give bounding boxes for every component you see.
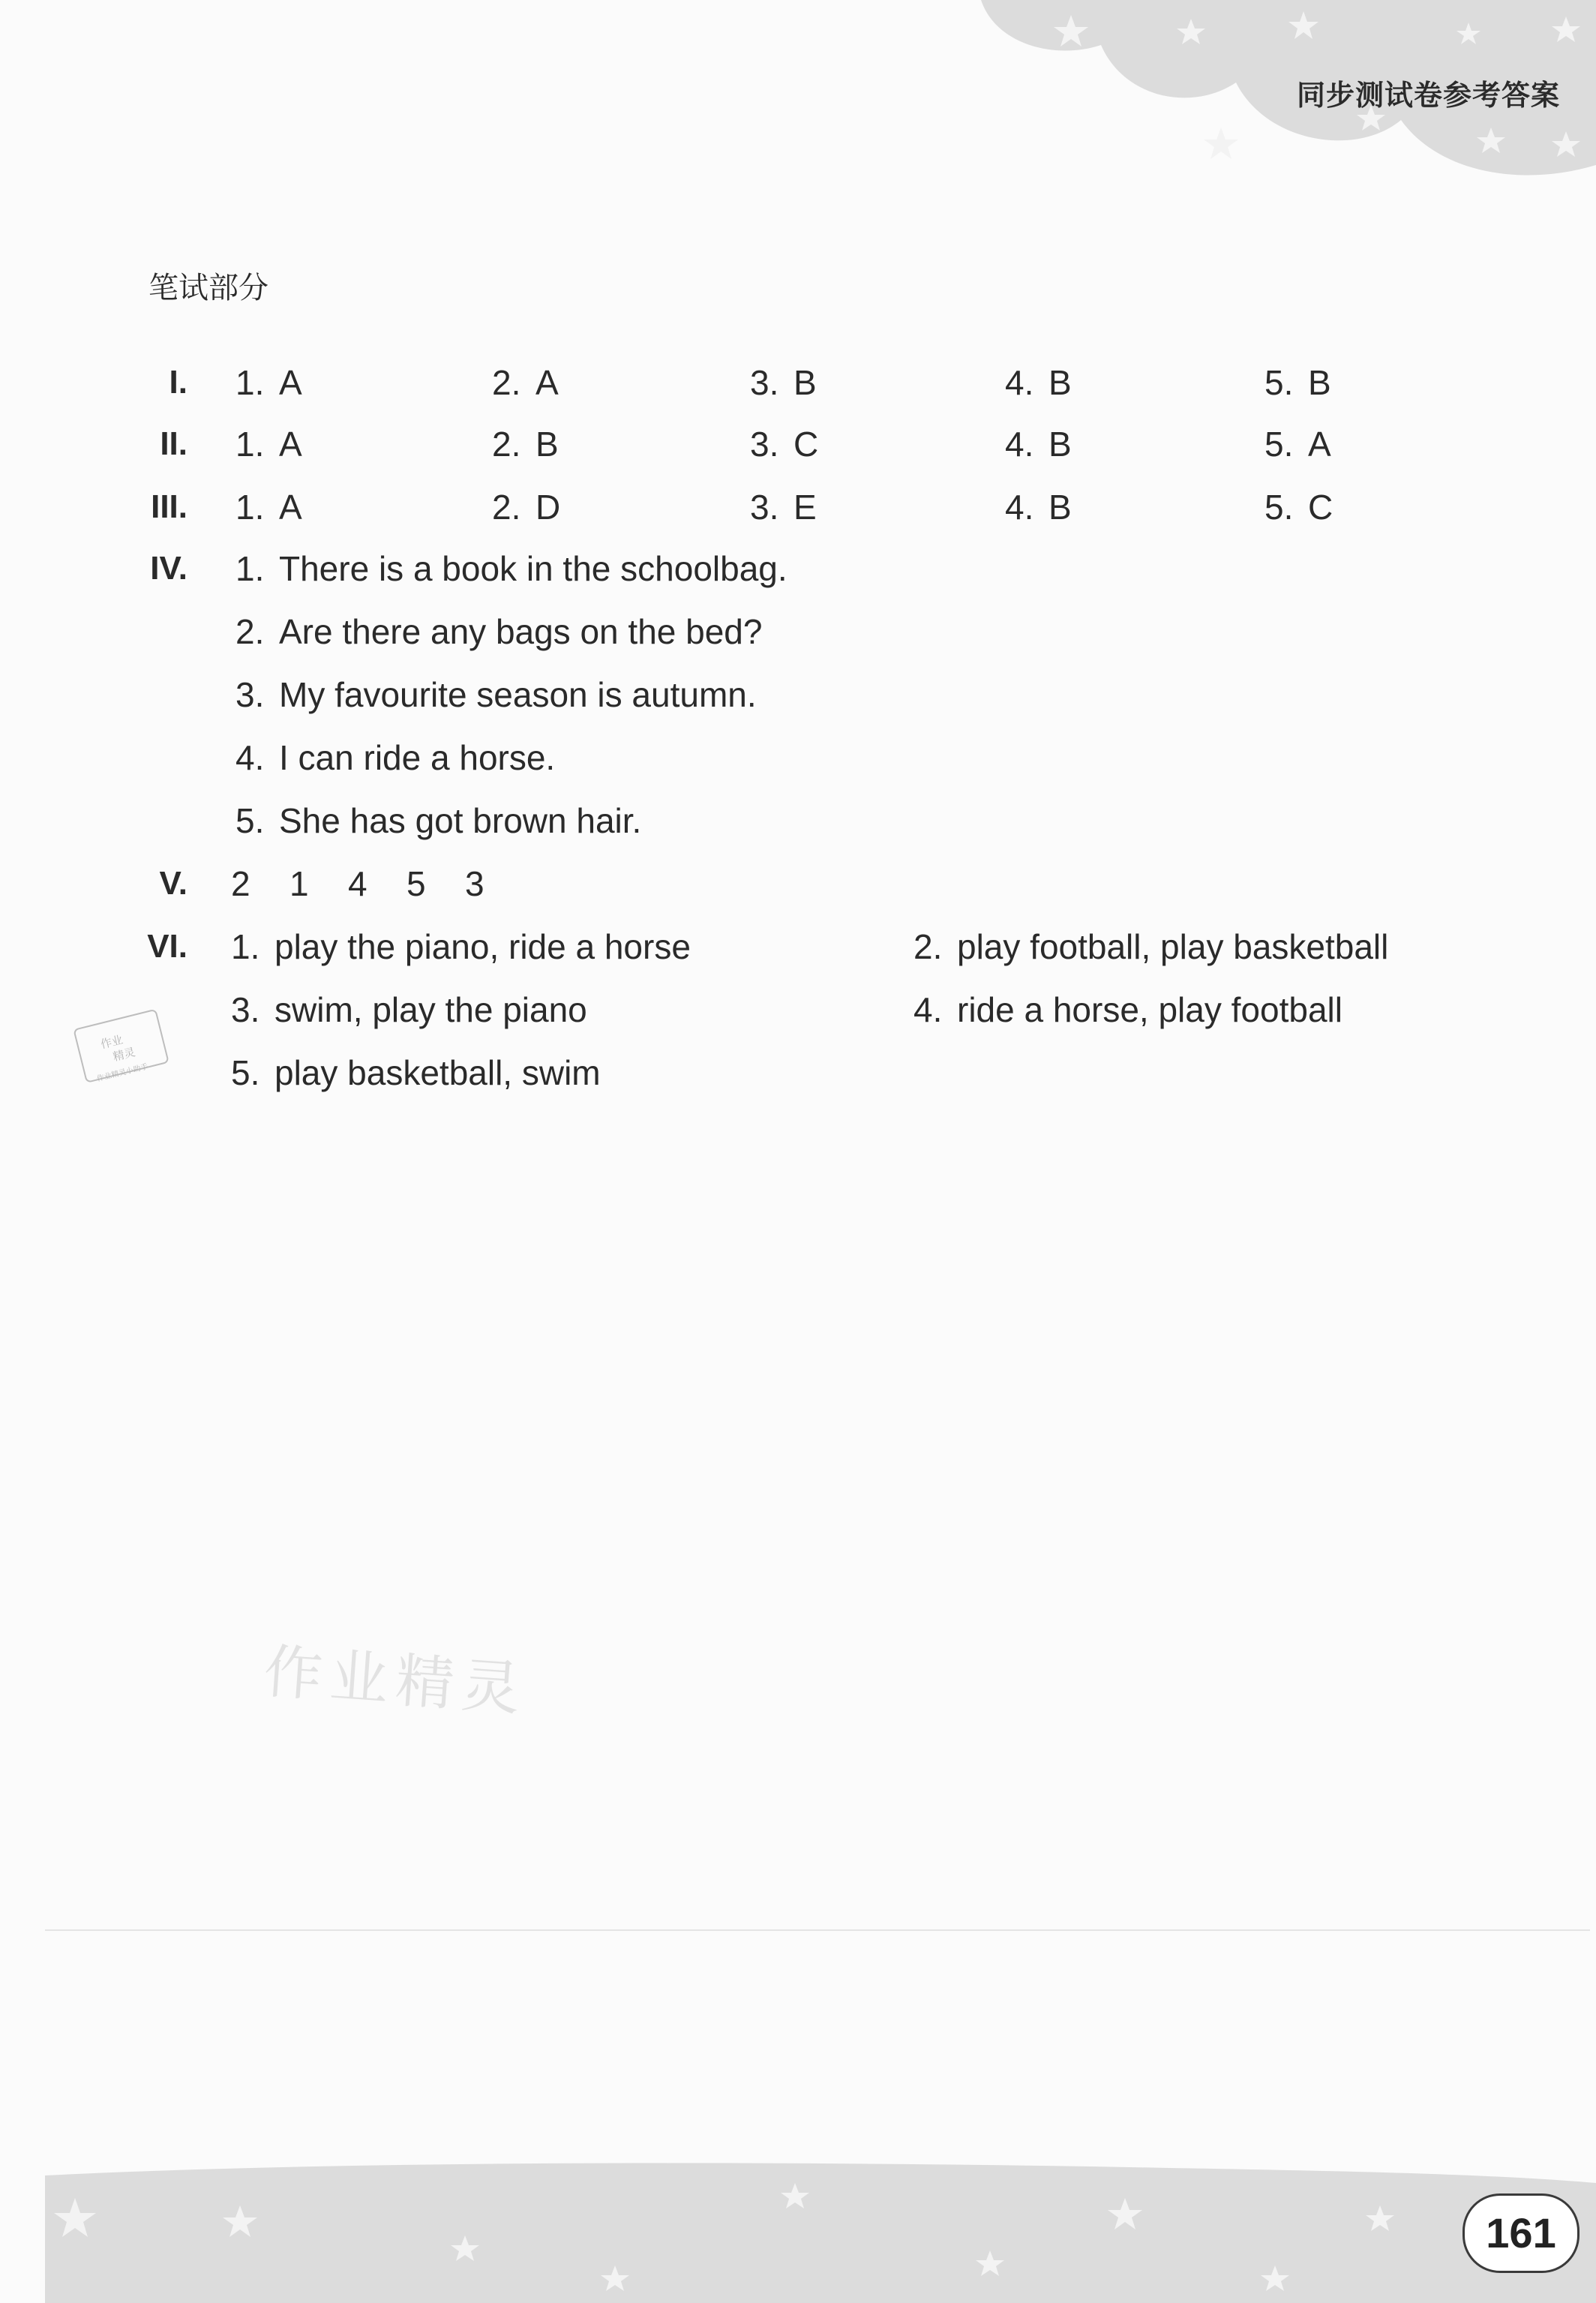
footer-band-decoration	[45, 2153, 1596, 2303]
svg-text:精灵: 精灵	[111, 1045, 137, 1064]
answer-item: 3. B	[750, 363, 817, 402]
answer-item: 1. A	[236, 488, 302, 527]
answer-item: 2. D	[492, 488, 561, 527]
page-number: 161	[1462, 2193, 1580, 2273]
answer-item: 2. B	[492, 425, 559, 464]
part-label: IV.	[150, 550, 188, 587]
answer-item: 5. play basketball, swim	[231, 1053, 601, 1092]
answer-item: 5. B	[1264, 363, 1331, 402]
part-label: V.	[159, 865, 188, 902]
answer-item: 3. C	[750, 425, 819, 464]
part-label: III.	[151, 488, 188, 525]
order-answer: 2 1 4 5 3	[231, 864, 484, 903]
answer-item: 2. play football, play basketball	[914, 927, 1389, 966]
answer-sentence: 1. There is a book in the schoolbag.	[236, 549, 788, 588]
divider	[45, 1929, 1590, 1931]
answer-sentence: 4. I can ride a horse.	[236, 738, 556, 777]
answer-sentence: 2. Are there any bags on the bed?	[236, 612, 763, 651]
answer-item: 4. B	[1005, 363, 1072, 402]
answer-item: 3. E	[750, 488, 817, 527]
answer-item: 4. B	[1005, 425, 1072, 464]
answer-sentence: 3. My favourite season is autumn.	[236, 675, 757, 714]
part-label: VI.	[147, 928, 188, 965]
answer-item: 3. swim, play the piano	[231, 990, 587, 1029]
part-label: I.	[169, 364, 188, 401]
answer-item: 1. A	[236, 425, 302, 464]
watermark: 作业精灵	[261, 1638, 530, 1725]
answer-item: 4. ride a horse, play football	[914, 990, 1342, 1029]
answer-item: 1. A	[236, 363, 302, 402]
svg-text:作业: 作业	[99, 1032, 124, 1052]
answer-sentence: 5. She has got brown hair.	[236, 801, 642, 840]
svg-text:作业精灵小助手: 作业精灵小助手	[96, 1062, 149, 1084]
answer-item: 5. C	[1264, 488, 1334, 527]
answer-item: 5. A	[1264, 425, 1331, 464]
header-title: 同步测试卷参考答案	[1296, 79, 1560, 112]
part-label: II.	[160, 425, 188, 462]
stamp-logo	[66, 1002, 178, 1092]
section-heading: 笔试部分	[148, 271, 268, 305]
answer-item: 1. play the piano, ride a horse	[231, 927, 691, 966]
answer-item: 2. A	[492, 363, 559, 402]
answer-item: 4. B	[1005, 488, 1072, 527]
